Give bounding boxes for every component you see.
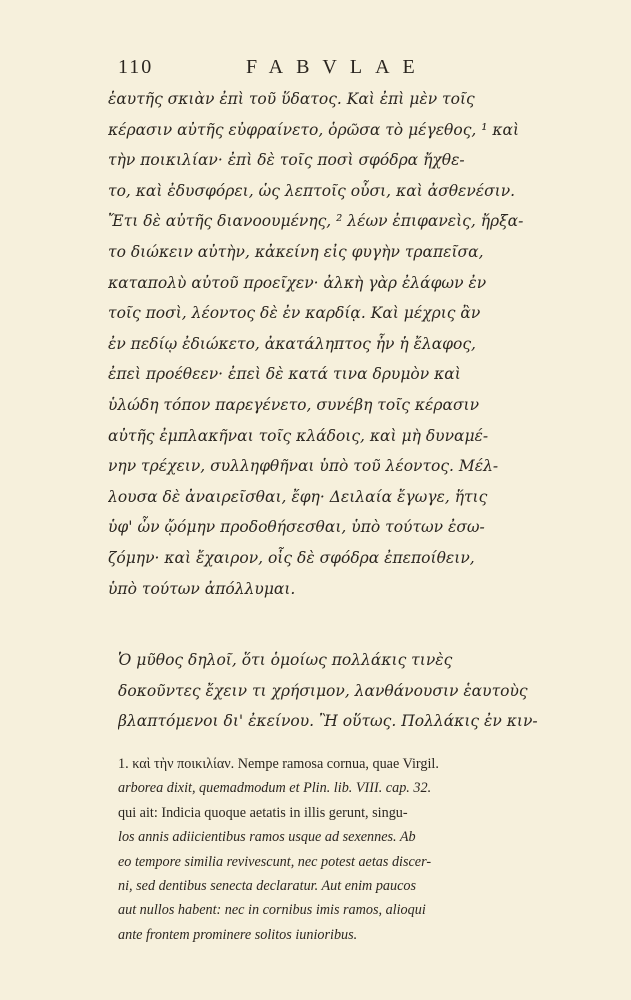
fable-line: λουσα δὲ ἀναιρεῖσθαι, ἔφη· Δειλαία ἔγωγε, ἥτις — [108, 487, 488, 506]
moral-text — [118, 645, 596, 737]
footnote-line: arborea dixit, quemadmodum et Plin. lib. VIII. cap. 32. — [118, 780, 432, 797]
running-title: FABVLAE — [246, 56, 428, 78]
fable-line: καταπολὺ αὐτοῦ προεῖχεν· ἀλκὴ γὰρ ἐλάφων ἐν — [108, 273, 487, 292]
fable-text — [108, 84, 596, 604]
fable-line: ἐπεὶ προέθεεν· ἐπεὶ δὲ κατά τινα δρυμὸν καὶ — [108, 365, 461, 384]
moral-line: δοκοῦντες ἔχειν τι χρήσιμον, λανθάνουσιν ἑαυτοὺς — [118, 681, 528, 700]
fable-line: ἐν πεδίῳ ἐδιώκετο, ἀκατάληπτος ἦν ἡ ἔλαφος, — [108, 334, 476, 353]
footnote-line: qui ait: Indicia quoque aetatis in illis gerunt, singu- — [118, 804, 408, 821]
footnote-line: 1. καὶ τὴν ποικιλίαν. Nempe ramosa cornua, quae Virgil. — [118, 756, 439, 772]
fable-line: ζόμην· καὶ ἔχαιρον, οἷς δὲ σφόδρα ἐπεποίθειν, — [108, 548, 475, 567]
moral-line: βλαπτόμενοι δι' ἐκείνου. Ἢ οὕτως. Πολλάκις ἐν κιν- — [118, 712, 538, 731]
fable-line: το, καὶ ἐδυσφόρει, ὡς λεπτοῖς οὖσι, καὶ ἀσθενέσιν. — [108, 181, 516, 200]
footnote-line: los annis adiicientibus ramos usque ad sexennes. Ab — [118, 829, 416, 846]
footnote-line: ni, sed dentibus senecta declaratur. Aut enim paucos — [118, 877, 417, 894]
fable-line: ὑφ' ὧν ᾤόμην προδοθήσεσθαι, ὑπὸ τούτων ἐσω- — [108, 518, 485, 537]
fable-line: Ἔτι δὲ αὐτῆς διανοουμένης, ² λέων ἐπιφανεὶς, ἤρξα- — [108, 212, 524, 231]
fable-line: αὐτῆς ἐμπλακῆναι τοῖς κλάδοις, καὶ μὴ δυναμέ- — [108, 426, 489, 445]
footnote-line: aut nullos habent: nec in cornibus imis ramos, alioqui — [118, 902, 426, 919]
moral-line: Ὁ μῦθος δηλοῖ, ὅτι ὁμοίως πολλάκις τινὲς — [118, 651, 453, 669]
footnotes — [118, 752, 596, 947]
fable-line: ὑπὸ τούτων ἀπόλλυμαι. — [108, 579, 296, 598]
fable-line: ἑαυτῆς σκιὰν ἐπὶ τοῦ ὕδατος. Καὶ ἐπὶ μὲν τοῖς — [108, 90, 475, 108]
fable-line: ὑλώδη τόπον παρεγένετο, συνέβη τοῖς κέρασιν — [108, 395, 480, 414]
page-number: 110 — [118, 56, 154, 78]
fable-line: τοῖς ποσὶ, λέοντος δὲ ἐν καρδίᾳ. Καὶ μέχρις ἂν — [108, 304, 481, 323]
fable-line: νην τρέχειν, συλληφθῆναι ὑπὸ τοῦ λέοντος. Μέλ- — [108, 457, 499, 476]
fable-line: τὴν ποικιλίαν· ἐπὶ δὲ τοῖς ποσὶ σφόδρα ἤχθε- — [108, 151, 465, 170]
fable-line: το διώκειν αὐτὴν, κἀκείνη εἰς φυγὴν τραπεῖσα, — [108, 242, 484, 261]
footnote-line: eo tempore similia revivescunt, nec potest aetas discer- — [118, 853, 432, 870]
fable-line: κέρασιν αὐτῆς εὐφραίνετο, ὁρῶσα τὸ μέγεθος, ¹ καὶ — [108, 120, 520, 139]
footnote-line: ante frontem prominere solitos iunioribus. — [118, 926, 358, 943]
